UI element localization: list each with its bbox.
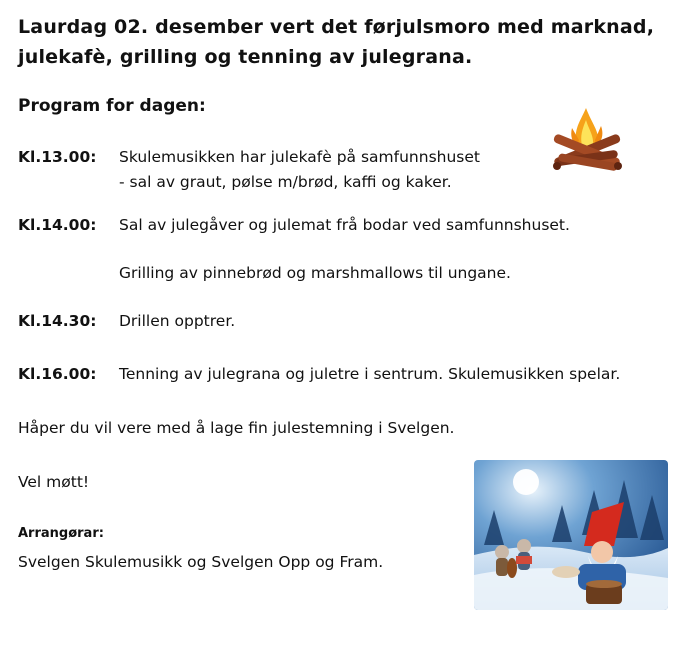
schedule-line: Grilling av pinnebrød og marshmallows til ungane. — [119, 264, 511, 282]
headline-line-1: Laurdag 02. desember vert det førjulsmoro med marknad, — [18, 16, 655, 38]
schedule-line: Skulemusikken har julekafè på samfunnshuset — [119, 148, 480, 166]
greeting-text: Vel møtt! — [18, 473, 90, 491]
schedule-description: Tenning av julegrana og juletre i sentrum. Skulemusikken spelar. — [119, 365, 621, 383]
schedule-description: Sal av julegåver og julemat frå bodar ved samfunnshuset. — [119, 216, 570, 234]
program-heading: Program for dagen: — [18, 96, 206, 116]
headline — [18, 12, 658, 72]
schedule-time: Kl.16.00: — [18, 365, 97, 383]
schedule-time: Kl.14.30: — [18, 312, 97, 330]
organizers-label: Arrangørar: — [18, 526, 104, 541]
schedule-time: Kl.13.00: — [18, 148, 97, 166]
schedule-line: - sal av graut, pølse m/brød, kaffi og kaker. — [119, 173, 452, 191]
closing-text: Håper du vil vere med å lage fin julestemning i Svelgen. — [18, 419, 455, 437]
organizers-names: Svelgen Skulemusikk og Svelgen Opp og Fram. — [18, 553, 384, 571]
gnome-winter-scene-illustration — [474, 460, 668, 610]
schedule-time: Kl.14.00: — [18, 216, 97, 234]
schedule-description: Drillen opptrer. — [119, 312, 236, 330]
headline-line-2: julekafè, grilling og tenning av julegrana. — [18, 46, 473, 68]
bonfire-icon — [546, 100, 628, 182]
